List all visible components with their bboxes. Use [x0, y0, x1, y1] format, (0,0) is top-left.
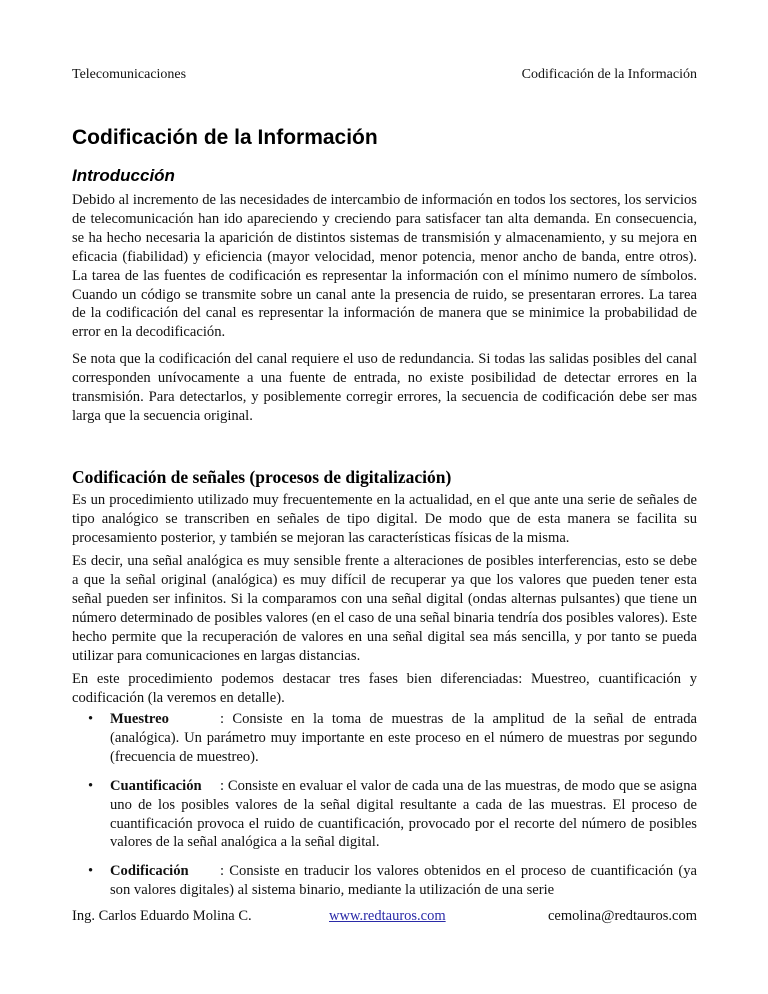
signals-paragraph-3: En este procedimiento podemos destacar tres fases bien diferenciadas: Muestreo, cuantificación y codificación (la veremos en detalle).: [72, 671, 697, 706]
header-left-text: Telecomunicaciones: [72, 67, 187, 82]
bullet-text: : Consiste en evaluar el valor de cada una de las muestras, de modo que se asigna uno de los posibles valores de la señal digital resultante a cada de las muestras. El proceso de cuantificación provoca el ruido de cuantificación, provocado por el recorte del número de posibles valores de la señal analógica a la señal digital.: [110, 777, 697, 851]
bullet-text: : Consiste en traducir los valores obtenidos en el proceso de cuantificación (ya son valores digitales) al sistema binario, mediante la utilización de una serie: [110, 863, 697, 899]
page-header: [72, 66, 697, 84]
section-heading-codificacion-senales: Codificación de señales (procesos de digitalización): [72, 467, 452, 487]
bullet-term: Muestreo: [110, 711, 169, 727]
bullet-dot-icon: •: [88, 711, 94, 727]
phases-bullet-list: [72, 710, 697, 910]
signals-paragraph-2: Es decir, una señal analógica es muy sensible frente a alteraciones de posibles interferencias, esto se debe a que la señal original (analógica) es muy difícil de recuperar ya que los valores que pueden tener esta señal pueden ser infinitos. Si la comparamos con una señal digital (ondas alternas pulsantes) que tiene un número determinado de posibles valores (en el caso de una señal binaria tendría dos posibles valores). Este hecho permite que la recuperación de valores en una señal digital sea más sencilla, y por tanto se pueda utilizar para comunicaciones en largas distancias.: [72, 553, 697, 664]
footer-website-link[interactable]: www.redtauros.com: [329, 908, 446, 924]
document-title: Codificación de la Información: [72, 126, 378, 149]
bullet-item-codificacion: [72, 862, 697, 900]
intro-paragraph-2: Se nota que la codificación del canal requiere el uso de redundancia. Si todas las salidas posibles del canal corresponden unívocamente a una fuente de entrada, no existe posibilidad de detectar errores en la transmisión. Para detectarlos, y posiblemente corregir errores, la secuencia de codificación debe ser mas larga que la secuencia original.: [72, 351, 697, 424]
section-heading-introduccion: Introducción: [72, 166, 175, 185]
signals-paragraph-1: Es un procedimiento utilizado muy frecuentemente en la actualidad, en el que ante una serie de señales de tipo analógico se transcriben en señales de tipo digital. De modo que de esta manera se facilita su procesamiento posterior, y también se mejoran las características físicas de la misma.: [72, 492, 697, 546]
bullet-text: : Consiste en la toma de muestras de la amplitud de la señal de entrada (analógica). Un parámetro muy importante en este proceso en el número de muestras por segundo (frecuencia de muestreo).: [110, 711, 697, 765]
bullet-term: Codificación: [110, 863, 189, 880]
footer-email: cemolina@redtauros.com: [547, 908, 697, 924]
header-right-text: Codificación de la Información: [521, 67, 697, 82]
bullet-dot-icon: •: [88, 777, 94, 794]
bullet-term: Cuantificación: [110, 777, 202, 794]
footer-author: Ing. Carlos Eduardo Molina C.: [72, 908, 252, 924]
bullet-item-muestreo: [72, 710, 697, 767]
intro-paragraph-1: Debido al incremento de las necesidades de intercambio de información en todos los sectores, los servicios de telecomunicación han ido apareciendo y creciendo para satisfacer tan alta demanda. En consecuencia, se ha hecho necesaria la aparición de distintos sistemas de transmisión y almacenamiento, y su mejora en eficacia (fiabilidad) y eficiencia (mayor velocidad, menor potencia, menor ancho de banda, entre otros). La tarea de las fuentes de codificación es representar la información con el mínimo numero de símbolos. Cuando un código se transmite sobre un canal ante la presencia de ruido, se presentaran errores. La tarea de la codificación del canal es representar la información de manera que se minimice la probabilidad de error en la decodificación.: [72, 192, 697, 341]
bullet-dot-icon: •: [88, 863, 94, 880]
bullet-item-cuantificacion: [72, 777, 697, 853]
